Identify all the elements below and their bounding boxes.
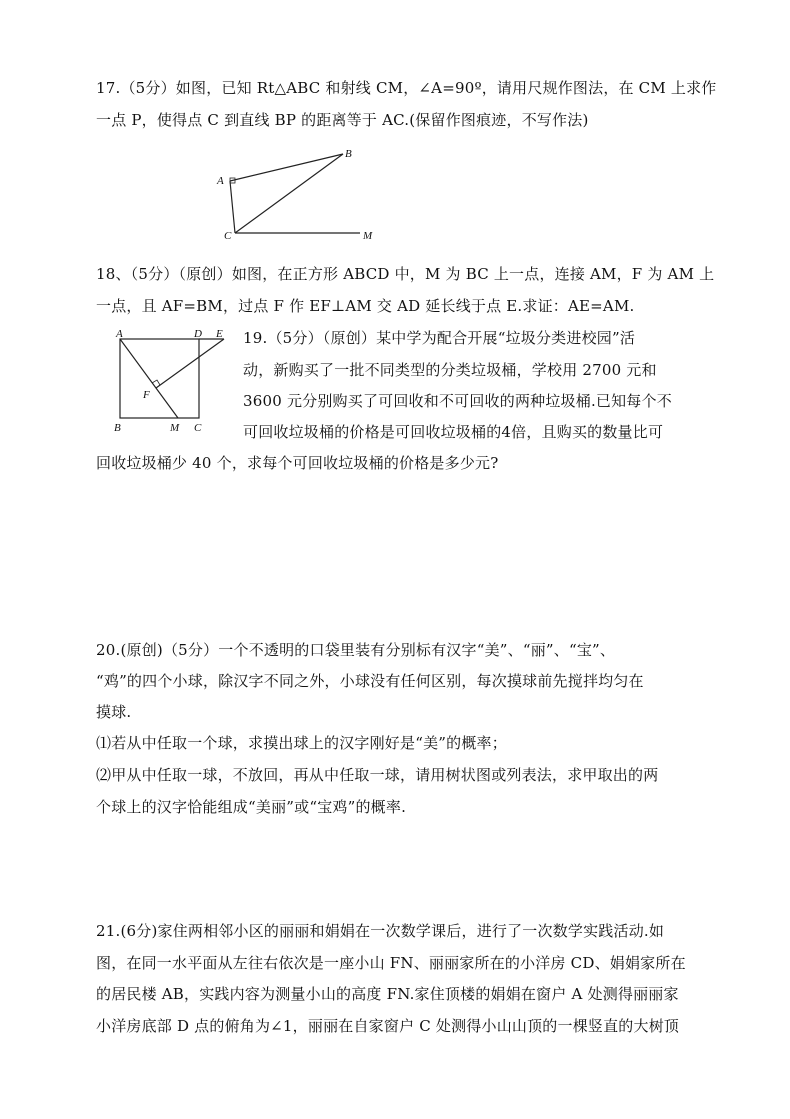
q19-line-4: 可回收垃圾桶的价格是可回收垃圾桶的4倍，且购买的数量比可 [243, 423, 664, 441]
q17-line-1: 17.（5分）如图，已知 Rt△ABC 和射线 CM，∠A=90º，请用尺规作图法，在 CM 上求作 [96, 79, 717, 97]
q21-line-4: 小洋房底部 D 点的俯角为∠1，丽丽在自家窗户 C 处测得小山山顶的一棵竖直的大树顶 [96, 1017, 680, 1035]
label-b: B [345, 148, 352, 160]
label-a: A [116, 328, 123, 340]
q21-line-2: 图，在同一水平面从左往右依次是一座小山 FN、丽丽家所在的小洋房 CD、娟娟家所在 [96, 954, 686, 972]
q19-line-1: 19.（5分）（原创）某中学为配合开展“垃圾分类进校园”活 [243, 329, 636, 347]
label-c: C [194, 422, 202, 434]
q17-triangle-figure [210, 145, 390, 245]
q20-line-2: “鸡”的四个小球，除汉字不同之外，小球没有任何区别，每次摸球前先搅拌均匀在 [96, 672, 644, 690]
q21-line-3: 的居民楼 AB，实践内容为测量小山的高度 FN.家住顶楼的娟娟在窗户 A 处测得丽丽家 [96, 985, 679, 1003]
segment-bc [235, 154, 343, 233]
square-abcd [120, 339, 199, 418]
q20-line-1: 20.(原创)（5分）一个不透明的口袋里装有分别标有汉字“美”、“丽”、“宝”、 [96, 641, 616, 659]
q20-line-4: ⑴若从中任取一个球，求摸出球上的汉字刚好是“美”的概率； [96, 734, 507, 752]
q18-square-figure [110, 325, 250, 440]
q20-line-3: 摸球. [96, 703, 132, 721]
label-a: A [217, 175, 224, 187]
q19-line-5: 回收垃圾桶少 40 个，求每个可回收垃圾桶的价格是多少元? [96, 454, 499, 472]
q21-line-1: 21.(6分)家住两相邻小区的丽丽和娟娟在一次数学课后，进行了一次数学实践活动.如 [96, 922, 665, 940]
label-e: E [216, 328, 223, 340]
label-c: C [224, 230, 232, 242]
q18-line-2: 一点，且 AF=BM，过点 F 作 EF⊥AM 交 AD 延长线于点 E.求证：AE=AM. [96, 297, 635, 315]
q17-line-2: 一点 P，使得点 C 到直线 BP 的距离等于 AC.(保留作图痕迹，不写作法) [96, 111, 589, 129]
label-d: D [194, 328, 202, 340]
segment-fe [156, 339, 224, 388]
segment-ab [230, 154, 343, 181]
q19-line-3: 3600 元分别购买了可回收和不可回收的两种垃圾桶.已知每个不 [243, 392, 672, 410]
q19-line-2: 动，新购买了一批不同类型的分类垃圾桶，学校用 2700 元和 [243, 361, 657, 379]
label-b: B [114, 422, 121, 434]
q18-line-1: 18、（5分）（原创）如图，在正方形 ABCD 中，M 为 BC 上一点，连接 AM，F 为 AM 上 [96, 265, 715, 283]
q20-line-6: 个球上的汉字恰能组成“美丽”或“宝鸡”的概率. [96, 798, 407, 816]
segment-ac [230, 181, 235, 233]
q20-line-5: ⑵甲从中任取一球，不放回，再从中任取一球，请用树状图或列表法，求甲取出的两 [96, 766, 659, 784]
label-m: M [170, 422, 180, 434]
label-f: F [143, 389, 150, 401]
label-m: M [363, 230, 373, 242]
